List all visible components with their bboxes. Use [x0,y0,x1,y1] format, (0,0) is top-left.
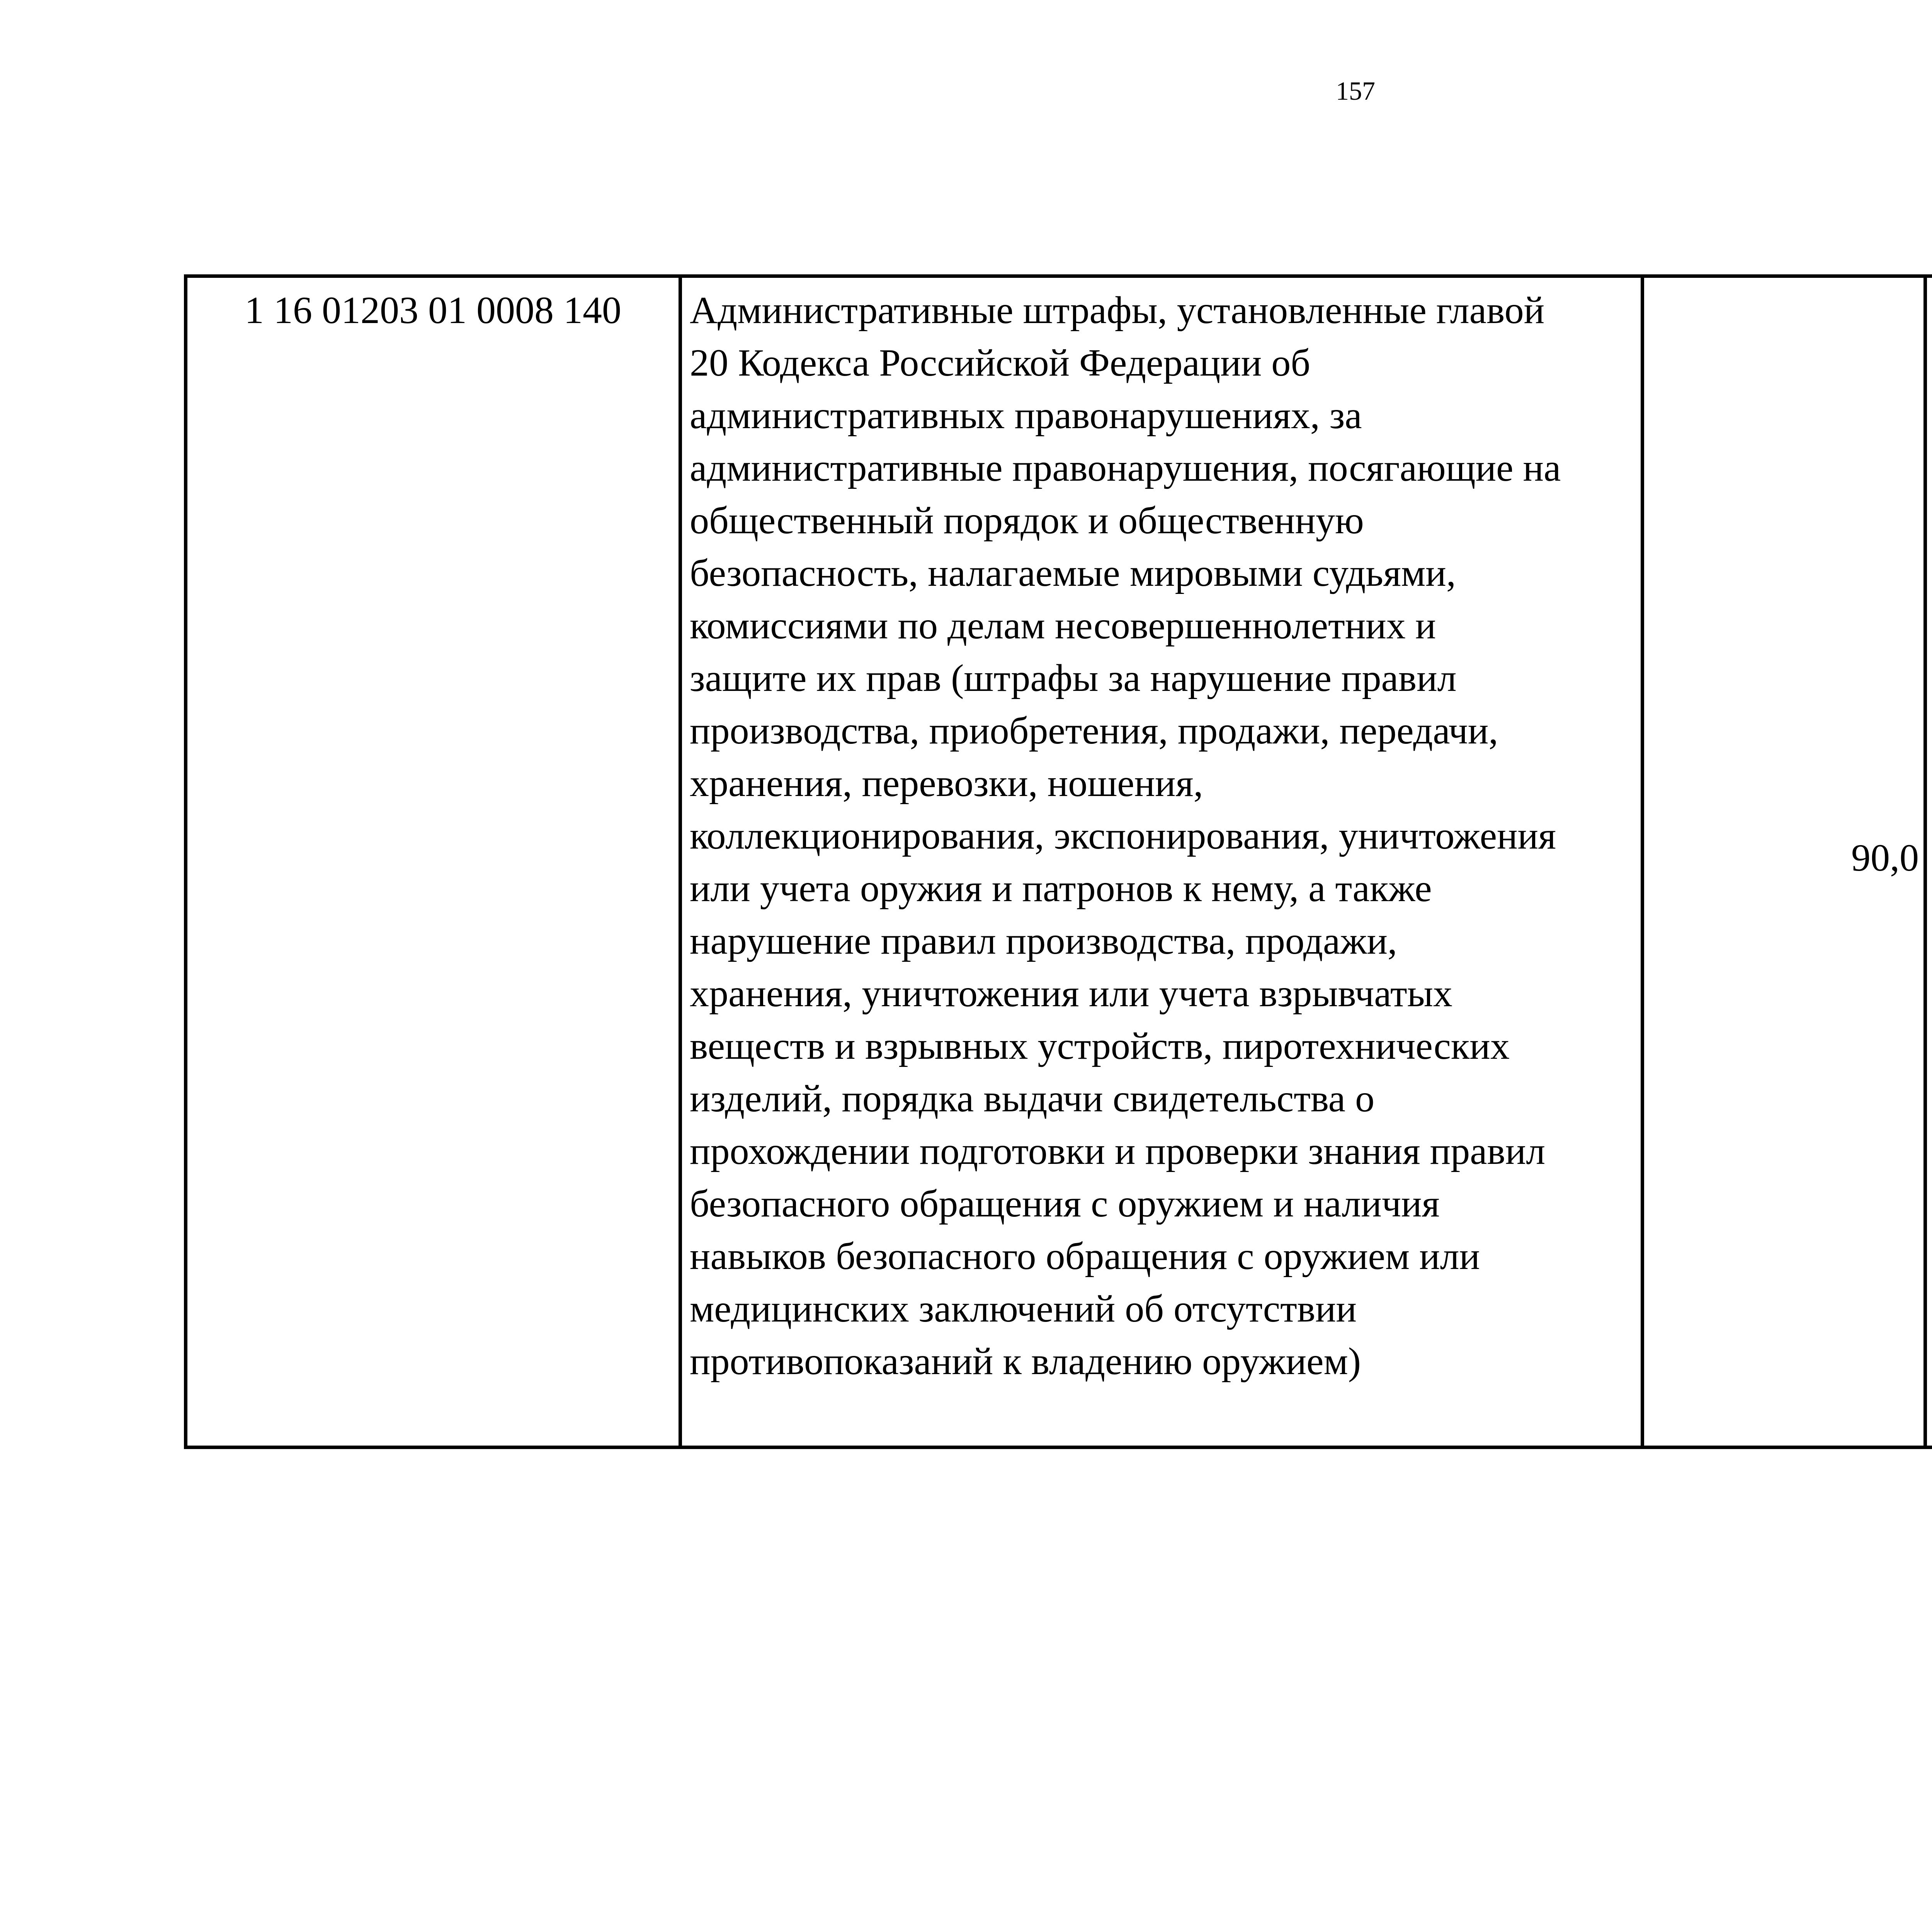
description-line: безопасность, налагаемые мировыми судьями, [690,551,1456,594]
description-line: административные правонарушения, посягающие на [690,446,1561,489]
description-line: хранения, уничтожения или учета взрывчатых [690,972,1452,1015]
description-line: медицинских заключений об отсутствии [690,1287,1357,1330]
description-line: навыков безопасного обращения с оружием или [690,1235,1480,1277]
description-line: административных правонарушениях, за [690,394,1362,437]
value-1: 90,0 [1851,836,1919,879]
description-line: производства, приобретения, продажи, передачи, [690,709,1498,752]
description-line: прохождении подготовки и проверки знания правил [690,1129,1546,1172]
description-line: изделий, порядка выдачи свидетельства о [690,1077,1375,1120]
description-line: хранения, перевозки, ношения, [690,762,1203,805]
page-number: 157 [1336,76,1375,105]
description-line: коллекционирования, экспонирования, уничтожения [690,814,1556,857]
value-cell-1 [1643,276,1925,1448]
description-line: Административные штрафы, установленные главой [690,289,1545,332]
table-row [186,276,1932,1448]
description-line: общественный порядок и общественную [690,499,1364,542]
description-line: безопасного обращения с оружием и наличия [690,1182,1440,1225]
description-line: веществ и взрывных устройств, пиротехнических [690,1024,1510,1067]
revenue-description [680,276,1643,1448]
revenue-table [184,274,1932,1449]
description-line: защите их прав (штрафы за нарушение правил [690,657,1457,699]
description-line: или учета оружия и патронов к нему, а также [690,867,1432,910]
description-line: нарушение правил производства, продажи, [690,919,1397,962]
description-line: противопоказаний к владению оружием) [690,1340,1361,1383]
value-cell-2 [1925,276,1932,1448]
description-line: 20 Кодекса Российской Федерации об [690,341,1311,384]
budget-classification-code: 1 16 01203 01 0008 140 [186,276,680,1448]
description-line: комиссиями по делам несовершеннолетних и [690,604,1436,647]
